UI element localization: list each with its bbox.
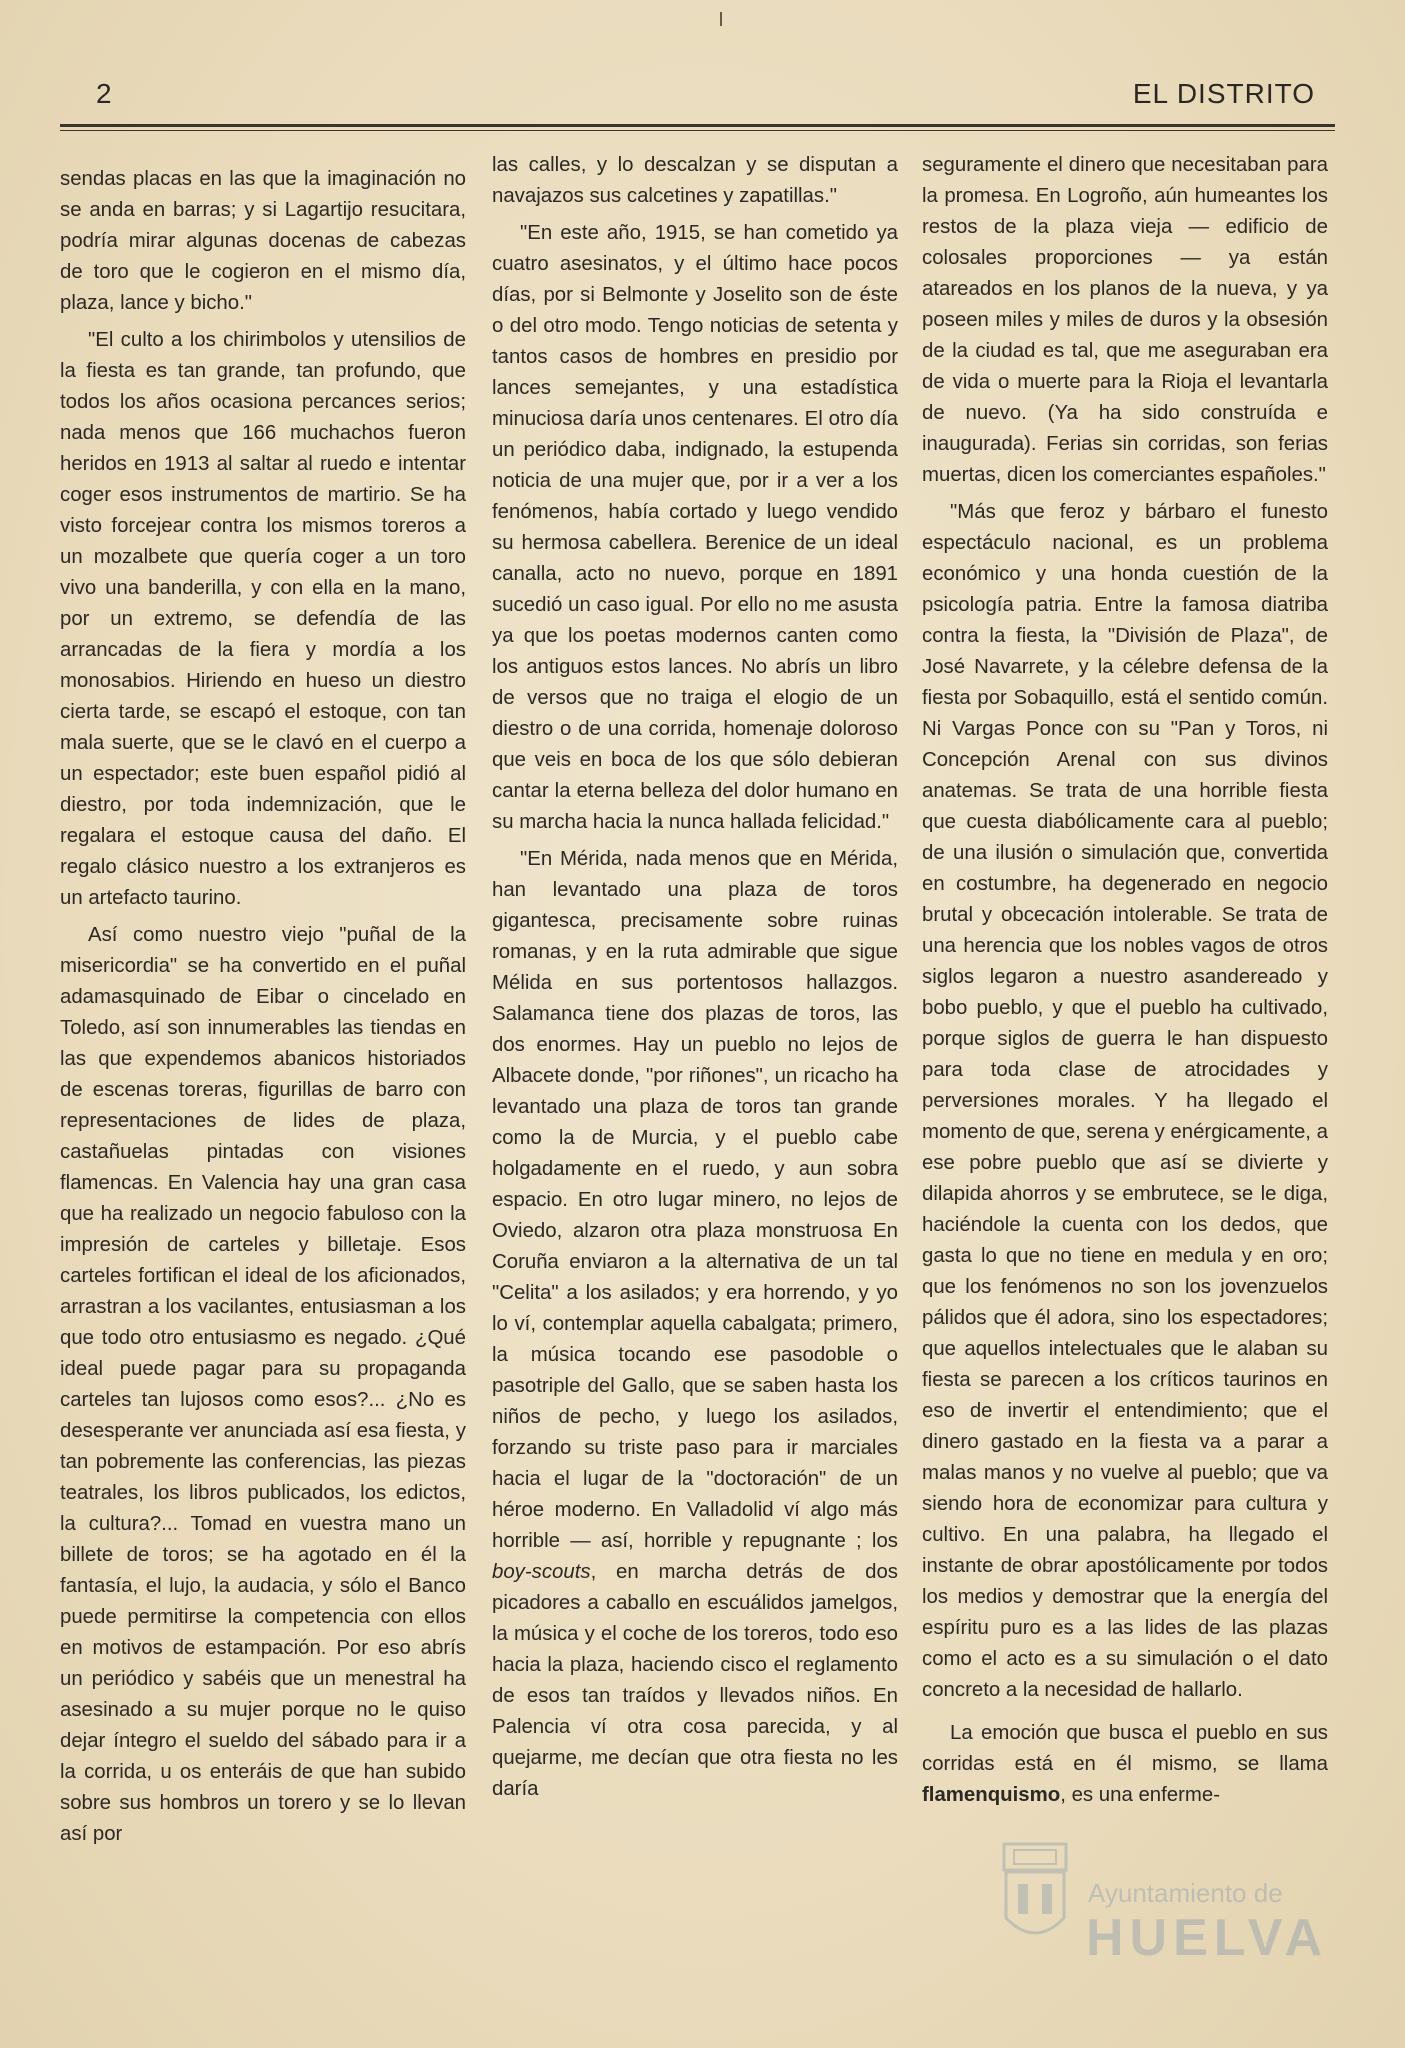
paragraph-text: , es una enferme- (1060, 1784, 1221, 1806)
paragraph-text: La emoción que busca el pueblo en sus corridas está en él mismo, se llama (922, 1722, 1328, 1775)
watermark-line-1: Ayuntamiento de (1088, 1878, 1283, 1908)
scan-mark (720, 12, 722, 26)
header-rule (60, 124, 1335, 127)
page-number: 2 (96, 78, 112, 109)
bold-term: flamenquismo (922, 1784, 1061, 1806)
watermark-line-2: HUELVA (1086, 1909, 1329, 1967)
text-column-1 (60, 164, 466, 1964)
paragraph: las calles, y lo descalzan y se disputan a navajazos sus calcetines y zapatillas." (492, 154, 898, 207)
archive-watermark (1000, 1840, 1340, 2010)
paragraph-text: "En Mérida, nada menos que en Mérida, han levantado una plaza de toros gigantesca, precisamente sobre ruinas romanas, y en la ruta admirable que sigue Mélida en sus portentosos hallazgos. Salamanca tiene dos plazas de toros, las dos enormes. Hay un pueblo no lejos de Albacete donde, "por riñones", un ricacho ha levantado una plaza de toros tan grande como la de Murcia, y el pueblo cabe holgadamente en el ruedo, y aun sobra espacio. En otro lugar minero, no lejos de Oviedo, alzaron otra plaza monstruosa En Coruña enviaron a la alternativa de un tal "Celita" a los asilados; y era horrendo, y yo lo ví, contemplar aquella cabalgata; primero, la música tocando ese pasodoble o pasotriple del Gallo, que se saben hasta los niños de pecho, y luego los asilados, forzando su triste paso para ir marciales hacia el lugar de la "doctoración" de un héroe moderno. En Valladolid ví algo más horrible — así, horrible y repugnante ; los (492, 848, 898, 1552)
paragraph (492, 844, 898, 1805)
text-column-3 (922, 150, 1328, 1950)
paragraph (922, 1718, 1328, 1811)
paragraph: "En este año, 1915, se han cometido ya cuatro asesinatos, y el último hace pocos días, por si Belmonte y Joselito son de éste o del otro modo. Tengo noticias de setenta y tantos casos de hombres en presidio por lances semejantes, y una estadística minuciosa daría unos centenares. El otro día un periódico daba, indignado, la estupenda noticia de una mujer que, por ir a ver a los fenómenos, había cortado y luego vendido su hermosa cabellera. Berenice de un ideal canalla, acto no nuevo, porque en 1891 sucedió un caso igual. Por ello no me asusta ya que los poetas modernos canten como los antiguos estos lances. No abrís un libro de versos que no traiga el elogio de un diestro o de una corrida, homenaje doloroso que veis en boca de los que sólo debieran cantar la eterna belleza del dolor humano en su marcha hacia la nunca hallada felicidad." (492, 222, 898, 833)
paragraph: "Más que feroz y bárbaro el funesto espectáculo nacional, es un problema económico y una honda cuestión de la psicología patria. Entre la famosa diatriba contra la fiesta, la "División de Plaza", de José Navarrete, y la célebre defensa de la fiesta por Sobaquillo, está el sentido común. Ni Vargas Ponce con su "Pan y Toros, ni Concepción Arenal con sus divinos anatemas. Se trata de una horrible fiesta que cuesta diabólicamente cara al pueblo; de una ilusión o simulación que, convertida en costumbre, ha degenerado en negocio brutal y obcecación intolerable. Se trata de una herencia que los nobles vagos de otros siglos legaron a nuestro asandereado y bobo pueblo, y que el pueblo ha cultivado, porque siglos de guerra le han dispuesto para toda clase de atrocidades y perversiones morales. Y ha llegado el momento de que, serena y enérgicamente, a ese pobre pueblo que así se divierte y dilapida ahorros y se embrutece, se le diga, haciéndole la cuenta con los dedos, que gasta lo que no tiene en medula y en oro; que los fenómenos no son los jovenzuelos pálidos que él adora, sino los espectadores; que aquellos intelectuales que le alaban su fiesta se parecen a los críticos taurinos en eso de invertir el entendimiento; que el dinero gastado en la fiesta va a parar a malas manos y no vuelve al pueblo; que va siendo hora de economizar para cultura y cultivo. En una palabra, ha llegado el instante de obrar apostólicamente por todos los medios y demostrar que la energía del espíritu puro es a las lides de las plazas como el acto es a su simulación o el dato concreto a la necesidad de hallarlo. (922, 501, 1328, 1701)
paragraph: "El culto a los chirimbolos y utensilios de la fiesta es tan grande, tan profundo, que todos los años ocasiona percances serios; nada menos que 166 muchachos fueron heridos en 1913 al saltar al ruedo e intentar coger esos instrumentos de martirio. Se ha visto forcejear contra los mismos toreros a un mozalbete que quería coger a un toro vivo una banderilla, y con ella en la mano, por un extremo, se defendía de las arrancadas de la fiera y mordía a los monosabios. Hiriendo en hueso un diestro cierta tarde, se escapó el estoque, con tan mala suerte, que se le clavó en el cuerpo a un espectador; este buen español pidió al diestro, por toda indemnización, que le regalara el estoque causa del daño. El regalo clásico nuestro a los extranjeros es un artefacto taurino. (60, 329, 466, 909)
paragraph: seguramente el dinero que necesitaban para la promesa. En Logroño, aún humeantes los restos de la plaza vieja — edificio de colosales proporciones — ya están atareados en los planos de la nueva, y ya poseen miles y miles de duros y la obsesión de la ciudad es tal, que me aseguraban era de vida o muerte para la Rioja el levantarla de nuevo. (Ya ha sido construída e inaugurada). Ferias sin corridas, son ferias muertas, dicen los comerciantes españoles." (922, 154, 1328, 486)
paragraph: sendas placas en las que la imaginación no se anda en barras; y si Lagartijo resucitara, podría mirar algunas docenas de cabezas de toro que le cogieron en el mismo día, plaza, lance y bicho." (60, 168, 466, 314)
italic-term: boy-scouts (492, 1561, 591, 1583)
page-header (60, 78, 1335, 128)
paragraph: Así como nuestro viejo "puñal de la misericordia" se ha convertido en el puñal adamasquinado de Eibar o cincelado en Toledo, así son innumerables las tiendas en las que expendemos abanicos historiados de escenas toreras, figurillas de barro con representaciones de lides de plaza, castañuelas pintadas con visiones flamencas. En Valencia hay una gran casa que ha realizado un negocio fabuloso con la impresión de carteles y billetaje. Esos carteles fortifican el ideal de los aficionados, arrastran a los vacilantes, entusiasman a los que todo otro entusiasmo es negado. ¿Qué ideal puede pagar para su propaganda carteles tan lujosos como esos?... ¿No es desesperante ver anunciada así esa fiesta, y tan pobremente las conferencias, las piezas teatrales, los libros publicados, los edictos, la cultura?... Tomad en vuestra mano un billete de toros; se ha agotado en él la fantasía, el lujo, la audacia, y sólo el Banco puede permitirse la competencia con ellos en motivos de estampación. Por eso abrís un periódico y sabéis que un menestral ha asesinado a su mujer porque no le quiso dejar íntegro el sueldo del sábado para ir a la corrida, u os enteráis de que han subido sobre sus hombros un torero y se lo llevan así por (60, 924, 466, 1845)
header-rule-thin (60, 130, 1335, 131)
coat-of-arms-icon (1000, 1840, 1070, 1950)
text-column-2 (492, 150, 898, 1950)
masthead-title: EL DISTRITO (1132, 78, 1315, 109)
paragraph-text: , en marcha detrás de dos picadores a caballo en escuálidos jamelgos, la música y el coche de los toreros, todo eso hacia la plaza, haciendo cisco el reglamento de esos tan traídos y llevados niños. En Palencia ví otra cosa parecida, y al quejarme, me decían que otra fiesta no les daría (492, 1561, 898, 1800)
